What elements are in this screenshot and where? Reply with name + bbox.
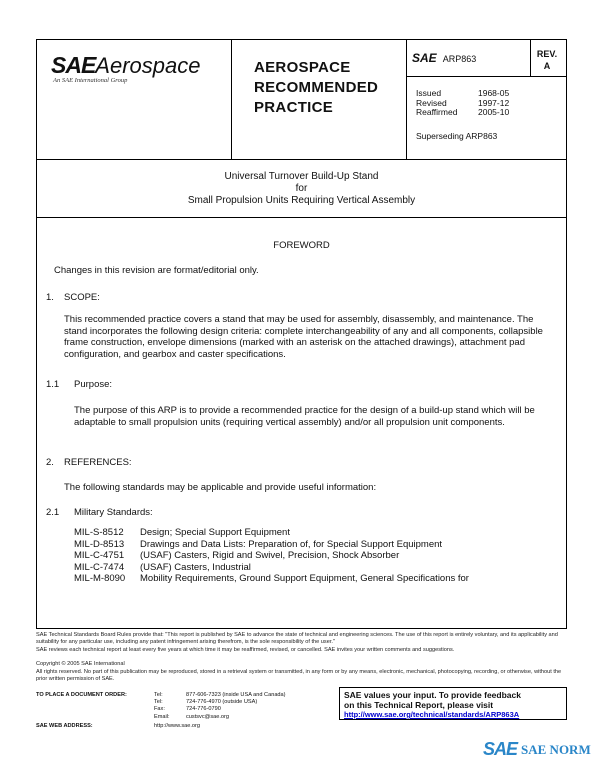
date-list: [416, 89, 509, 118]
doc-prefix: SAE: [412, 51, 437, 65]
section-2-number: 2.: [46, 457, 54, 468]
web-label: SAE WEB ADDRESS:: [36, 722, 93, 729]
sae-norm-watermark: [483, 739, 591, 760]
header-block: [37, 40, 566, 160]
logo-sae-text: SAE: [51, 52, 96, 78]
contact-row: Tel: 724-776-4970 (outside USA): [154, 699, 258, 706]
foreword-heading: FOREWORD: [273, 240, 330, 251]
stamp-logo: SAE: [483, 739, 518, 759]
logo-tagline: An SAE International Group: [53, 77, 128, 84]
rev-box-bottom: [407, 76, 566, 77]
document-frame: [36, 39, 567, 629]
policy-statement: SAE Technical Standards Board Rules provide that: "This report is published by SAE to advance the state of technical and engineering sciences. The use of this report is entirely voluntary, and its applicability and suitability for any particular use, including any patent infringement arising therefrom, is the sole responsibility of the user.": [36, 632, 558, 645]
web-link[interactable]: http://www.sae.org: [154, 722, 201, 729]
standards-list: [74, 527, 469, 585]
review-statement: SAE reviews each technical report at least every five years at which time it may be reaffirmed, revised, or cancelled. SAE invites your written comments and suggestions.: [36, 647, 455, 653]
title-line-3: PRACTICE: [254, 99, 334, 116]
standard-row: MIL-D-8513 Drawings and Data Lists: Preparation of, for Special Support Equipment: [74, 538, 443, 550]
standard-row: MIL-C-7474 (USAF) Casters, Industrial: [74, 561, 251, 573]
section-1-1-heading: Purpose:: [74, 379, 113, 390]
superseding-note: Superseding ARP863: [416, 131, 498, 141]
contact-row: [36, 723, 286, 730]
feedback-line-2: on this Technical Report, please visit: [344, 700, 494, 710]
title-divider: [37, 217, 566, 218]
tel-inside[interactable]: 877-606-7323 (inside USA and Canada): [186, 692, 286, 698]
doc-number-value: ARP863: [442, 54, 477, 64]
contact-row: TO PLACE A DOCUMENT ORDER: Tel: 877-606-7323 (inside USA and Canada): [36, 692, 286, 698]
rev-value: A: [543, 61, 551, 71]
standard-row: MIL-M-8090 Mobility Requirements, Ground Support Equipment, General Specifications for: [74, 573, 469, 585]
standard-row: MIL-C-4751 (USAF) Casters, Rigid and Swivel, Precision, Shock Absorber: [74, 550, 400, 562]
header-divider-1: [231, 40, 232, 159]
section-1-number: 1.: [46, 292, 54, 303]
date-row: Reaffirmed 2005-10: [416, 107, 510, 117]
doc-title-line-1: Universal Turnover Build-Up Stand: [224, 171, 379, 182]
section-2-1-number: 2.1: [46, 507, 60, 518]
document-type-title: [254, 58, 378, 118]
feedback-box: [339, 687, 567, 720]
standard-row: MIL-S-8512 Design; Special Support Equipment: [74, 527, 290, 538]
email-link[interactable]: custsvc@sae.org: [186, 713, 229, 720]
revision-box: [534, 48, 560, 72]
logo-aerospace-text: Aerospace: [95, 53, 201, 78]
section-2-text: The following standards may be applicable and provide useful information:: [64, 482, 377, 493]
order-label: TO PLACE A DOCUMENT ORDER:: [36, 692, 127, 698]
rev-label: REV.: [536, 49, 558, 59]
section-1-1-text: The purpose of this ARP is to provide a recommended practice for the design of a build-up stand which will be adaptable to small propulsion units (requiring vertical assembly) and/or all propulsion unit components.: [74, 405, 535, 428]
rights-statement: All rights reserved. No part of this publication may be reproduced, stored in a retrieval system or transmitted, in any form or by any means, electronic, mechanical, photocopying, recording, or otherwise, without the prior written permission of SAE.: [36, 669, 562, 682]
contact-row: Fax: 724-776-0790: [154, 706, 221, 713]
section-1-1-number: 1.1: [46, 379, 60, 390]
rev-divider: [530, 40, 531, 76]
sae-aerospace-logo: [51, 52, 200, 84]
tel-outside[interactable]: 724-776-4970 (outside USA): [186, 699, 258, 706]
copyright-line: Copyright © 2005 SAE International: [36, 661, 125, 667]
doc-title-line-2: for: [295, 183, 308, 194]
section-2-1-heading: Military Standards:: [74, 507, 153, 518]
contact-row: Email: custsvc@sae.org: [154, 713, 229, 720]
header-divider-2: [406, 40, 407, 159]
section-1-text: This recommended practice covers a stand that may be used for assembly, disassembly, and maintenance. The stand incorporates the following design criteria: complete interchangeability of any and all components, collapsible frame construction, envelope dimensions (marked with an asterisk on the attached drawings), attachment pad configuration, and gearbox and caster specifications.: [64, 314, 543, 360]
title-line-1: AEROSPACE: [254, 59, 351, 76]
feedback-link[interactable]: http://www.sae.org/technical/standards/ARP863A: [344, 710, 520, 719]
section-2-heading: REFERENCES:: [64, 457, 132, 468]
fax: 724-776-0790: [186, 706, 221, 713]
foreword-text: Changes in this revision are format/editorial only.: [54, 265, 259, 276]
document-title: [37, 171, 566, 207]
title-line-2: RECOMMENDED: [254, 79, 379, 96]
document-number: [412, 51, 476, 65]
feedback-line-1: SAE values your input. To provide feedback: [344, 690, 521, 700]
date-row: Revised 1997-12: [416, 97, 510, 108]
order-contact-block: [36, 692, 286, 730]
stamp-text: SAE NORM: [521, 741, 591, 757]
doc-title-line-3: Small Propulsion Units Requiring Vertical Assembly: [187, 195, 416, 206]
date-row: Issued 1968-05: [416, 88, 510, 98]
section-1-heading: SCOPE:: [64, 292, 100, 303]
